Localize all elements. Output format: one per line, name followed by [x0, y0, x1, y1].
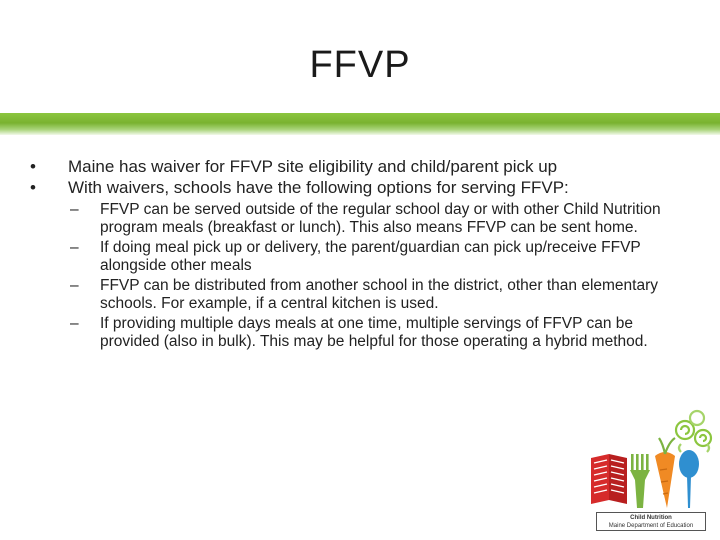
sub-bullet-marker: –: [70, 315, 79, 332]
sprout-icon: [676, 411, 711, 452]
sub-bullet-item: [30, 315, 690, 351]
bullet-item: [30, 156, 690, 177]
green-header-band: [0, 113, 720, 135]
bullet-item: [30, 177, 690, 198]
sub-bullet-item: [30, 201, 690, 237]
spoon-icon: [679, 450, 699, 508]
sub-bullet-text: FFVP can be served outside of the regular school day or with other Child Nutrition program meals (breakfast or lunch). This also means FFVP can be sent home.: [100, 201, 661, 236]
sub-bullet-marker: –: [70, 277, 79, 294]
sub-bullet-text: If doing meal pick up or delivery, the parent/guardian can pick up/receive FFVP alongside other meals: [100, 239, 641, 274]
sub-bullet-item: [30, 239, 690, 275]
sub-bullet-text: FFVP can be distributed from another school in the district, other than elementary schools. For example, if a central kitchen is used.: [100, 277, 658, 312]
slide-body: [30, 156, 690, 351]
carrot-icon: [655, 438, 675, 508]
bullet-text: With waivers, schools have the following options for serving FFVP:: [68, 178, 569, 197]
sub-bullet-list: [30, 201, 690, 351]
sub-bullet-marker: –: [70, 239, 79, 256]
logo-line-1: Child Nutrition: [630, 515, 672, 521]
sub-bullet-marker: –: [70, 201, 79, 218]
fork-icon: [630, 454, 650, 508]
logo-line-2: Maine Department of Education: [608, 523, 694, 529]
bullet-marker: •: [30, 178, 36, 197]
slide-title: FFVP: [309, 44, 411, 86]
book-icon: [591, 454, 627, 504]
sub-bullet-item: [30, 277, 690, 313]
sub-bullet-text: If providing multiple days meals at one time, multiple servings of FFVP can be provided (also in bulk). This may be helpful for those operating a hybrid method.: [100, 315, 648, 350]
bullet-text: Maine has waiver for FFVP site eligibility and child/parent pick up: [68, 157, 558, 176]
logo-caption: [596, 512, 706, 531]
bullet-marker: •: [30, 157, 36, 176]
